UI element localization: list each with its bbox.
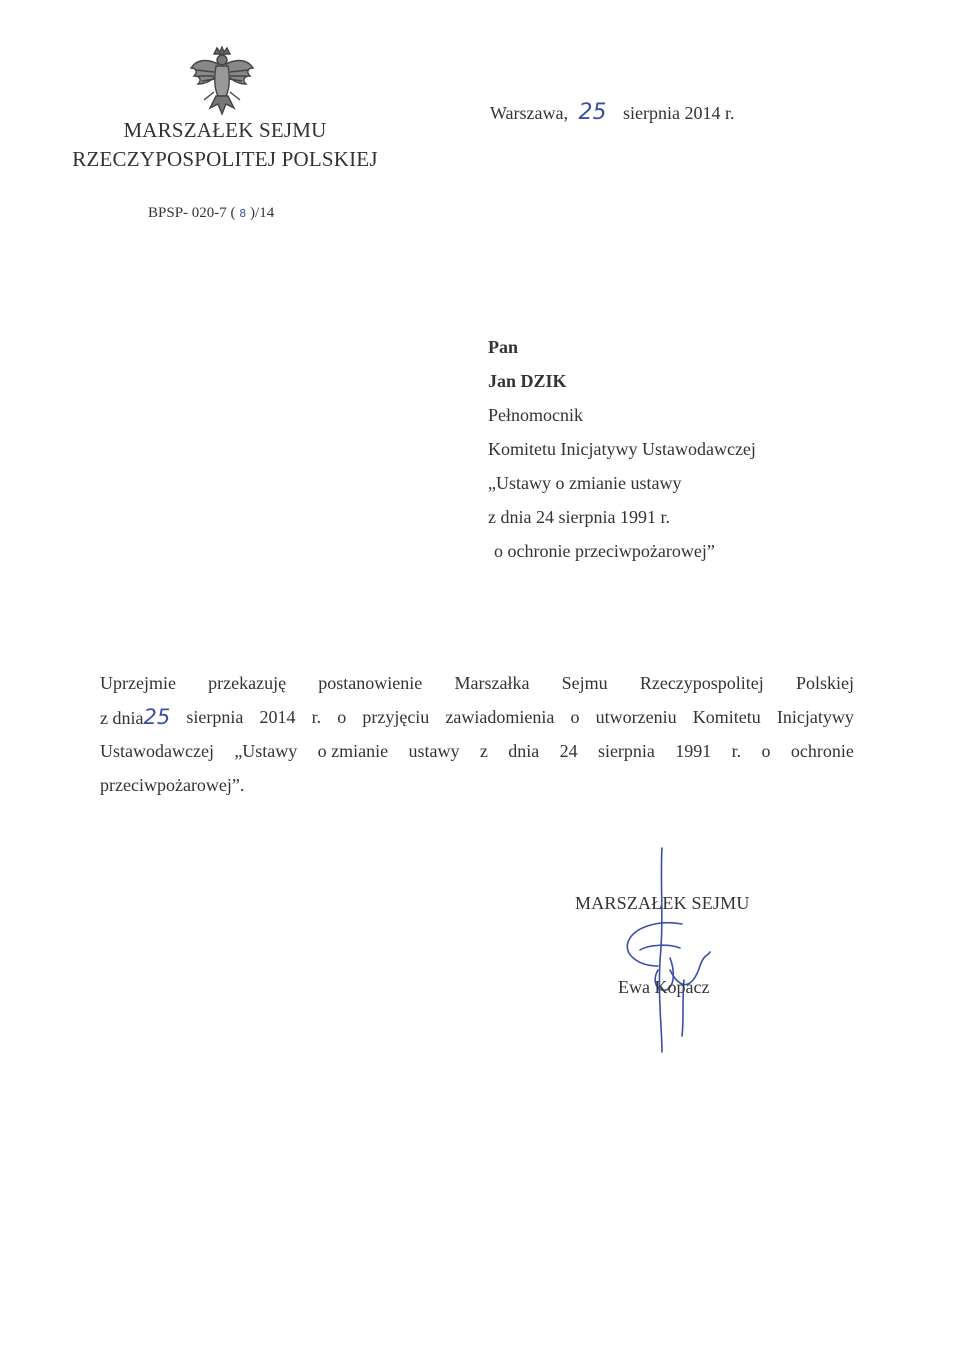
body-line [100, 666, 854, 700]
addressee-line: o ochronie przeciwpożarowej” [494, 541, 715, 561]
letterhead [40, 116, 410, 174]
body-word: 2014 [259, 707, 296, 727]
addressee-line: Pełnomocnik [488, 405, 583, 425]
body-day-handwritten: 25 [143, 705, 171, 729]
body-word: Sejmu [561, 673, 608, 693]
body-word: 1991 [675, 741, 712, 761]
body-word: r. [731, 741, 742, 761]
addressee-line: z dnia 24 sierpnia 1991 r. [488, 507, 670, 527]
body-line [100, 700, 854, 734]
letter-date [490, 100, 735, 125]
addressee-line: Komitetu Inicjatywy Ustawodawczej [488, 439, 756, 459]
body-word: sierpnia [186, 707, 244, 727]
body-word: utworzeniu [595, 707, 677, 727]
body-word: postanowienie [318, 673, 423, 693]
body-word: przyjęciu [362, 707, 430, 727]
body-word: przekazuję [208, 673, 287, 693]
body-word: 24 [559, 741, 578, 761]
polish-eagle-icon [188, 46, 256, 120]
body-word: Rzeczypospolitej [639, 673, 764, 693]
letterhead-line2: RZECZYPOSPOLITEJ POLSKIEJ [72, 147, 378, 171]
body-word: Marszałka [454, 673, 530, 693]
letterhead-line1: MARSZAŁEK SEJMU [123, 118, 327, 142]
addressee-block [488, 330, 756, 568]
body-word: z dnia25 [100, 705, 171, 729]
addressee-salutation: Pan [488, 337, 519, 357]
body-word: Polskiej [795, 673, 854, 693]
body-word: o [761, 741, 771, 761]
body-word: ochronie [790, 741, 854, 761]
reference-number [148, 205, 274, 222]
body-word: r. [311, 707, 322, 727]
reference-mark-handwritten: 8 [239, 207, 247, 220]
body-word: zawiadomienia [445, 707, 555, 727]
addressee-line: „Ustawy o zmianie ustawy [488, 473, 682, 493]
body-word: Komitetu [692, 707, 761, 727]
addressee-name: Jan DZIK [488, 371, 567, 391]
reference-prefix: BPSP- 020-7 ( [148, 205, 236, 221]
body-word: z [479, 741, 488, 761]
signature-name: Ewa Kopacz [618, 977, 710, 997]
body-word: „Ustawy [234, 741, 298, 761]
date-day-handwritten: 25 [578, 100, 607, 125]
body-line [100, 734, 854, 768]
letter-body [100, 666, 854, 802]
body-word: ustawy [408, 741, 460, 761]
body-word: o [570, 707, 580, 727]
reference-suffix: )/14 [250, 205, 275, 221]
body-line: przeciwpożarowej”. [100, 775, 245, 795]
body-word: Uprzejmie [100, 673, 176, 693]
date-suffix: sierpnia 2014 r. [623, 103, 735, 123]
body-word: o zmianie [317, 741, 389, 761]
body-word: Inicjatywy [776, 707, 854, 727]
body-word: Ustawodawczej [100, 741, 214, 761]
signature-title: MARSZAŁEK SEJMU [575, 893, 750, 913]
handwritten-signature [600, 840, 740, 1060]
body-word: dnia [508, 741, 540, 761]
date-prefix: Warszawa, [490, 103, 569, 123]
body-word: sierpnia [597, 741, 655, 761]
body-word: o [337, 707, 347, 727]
